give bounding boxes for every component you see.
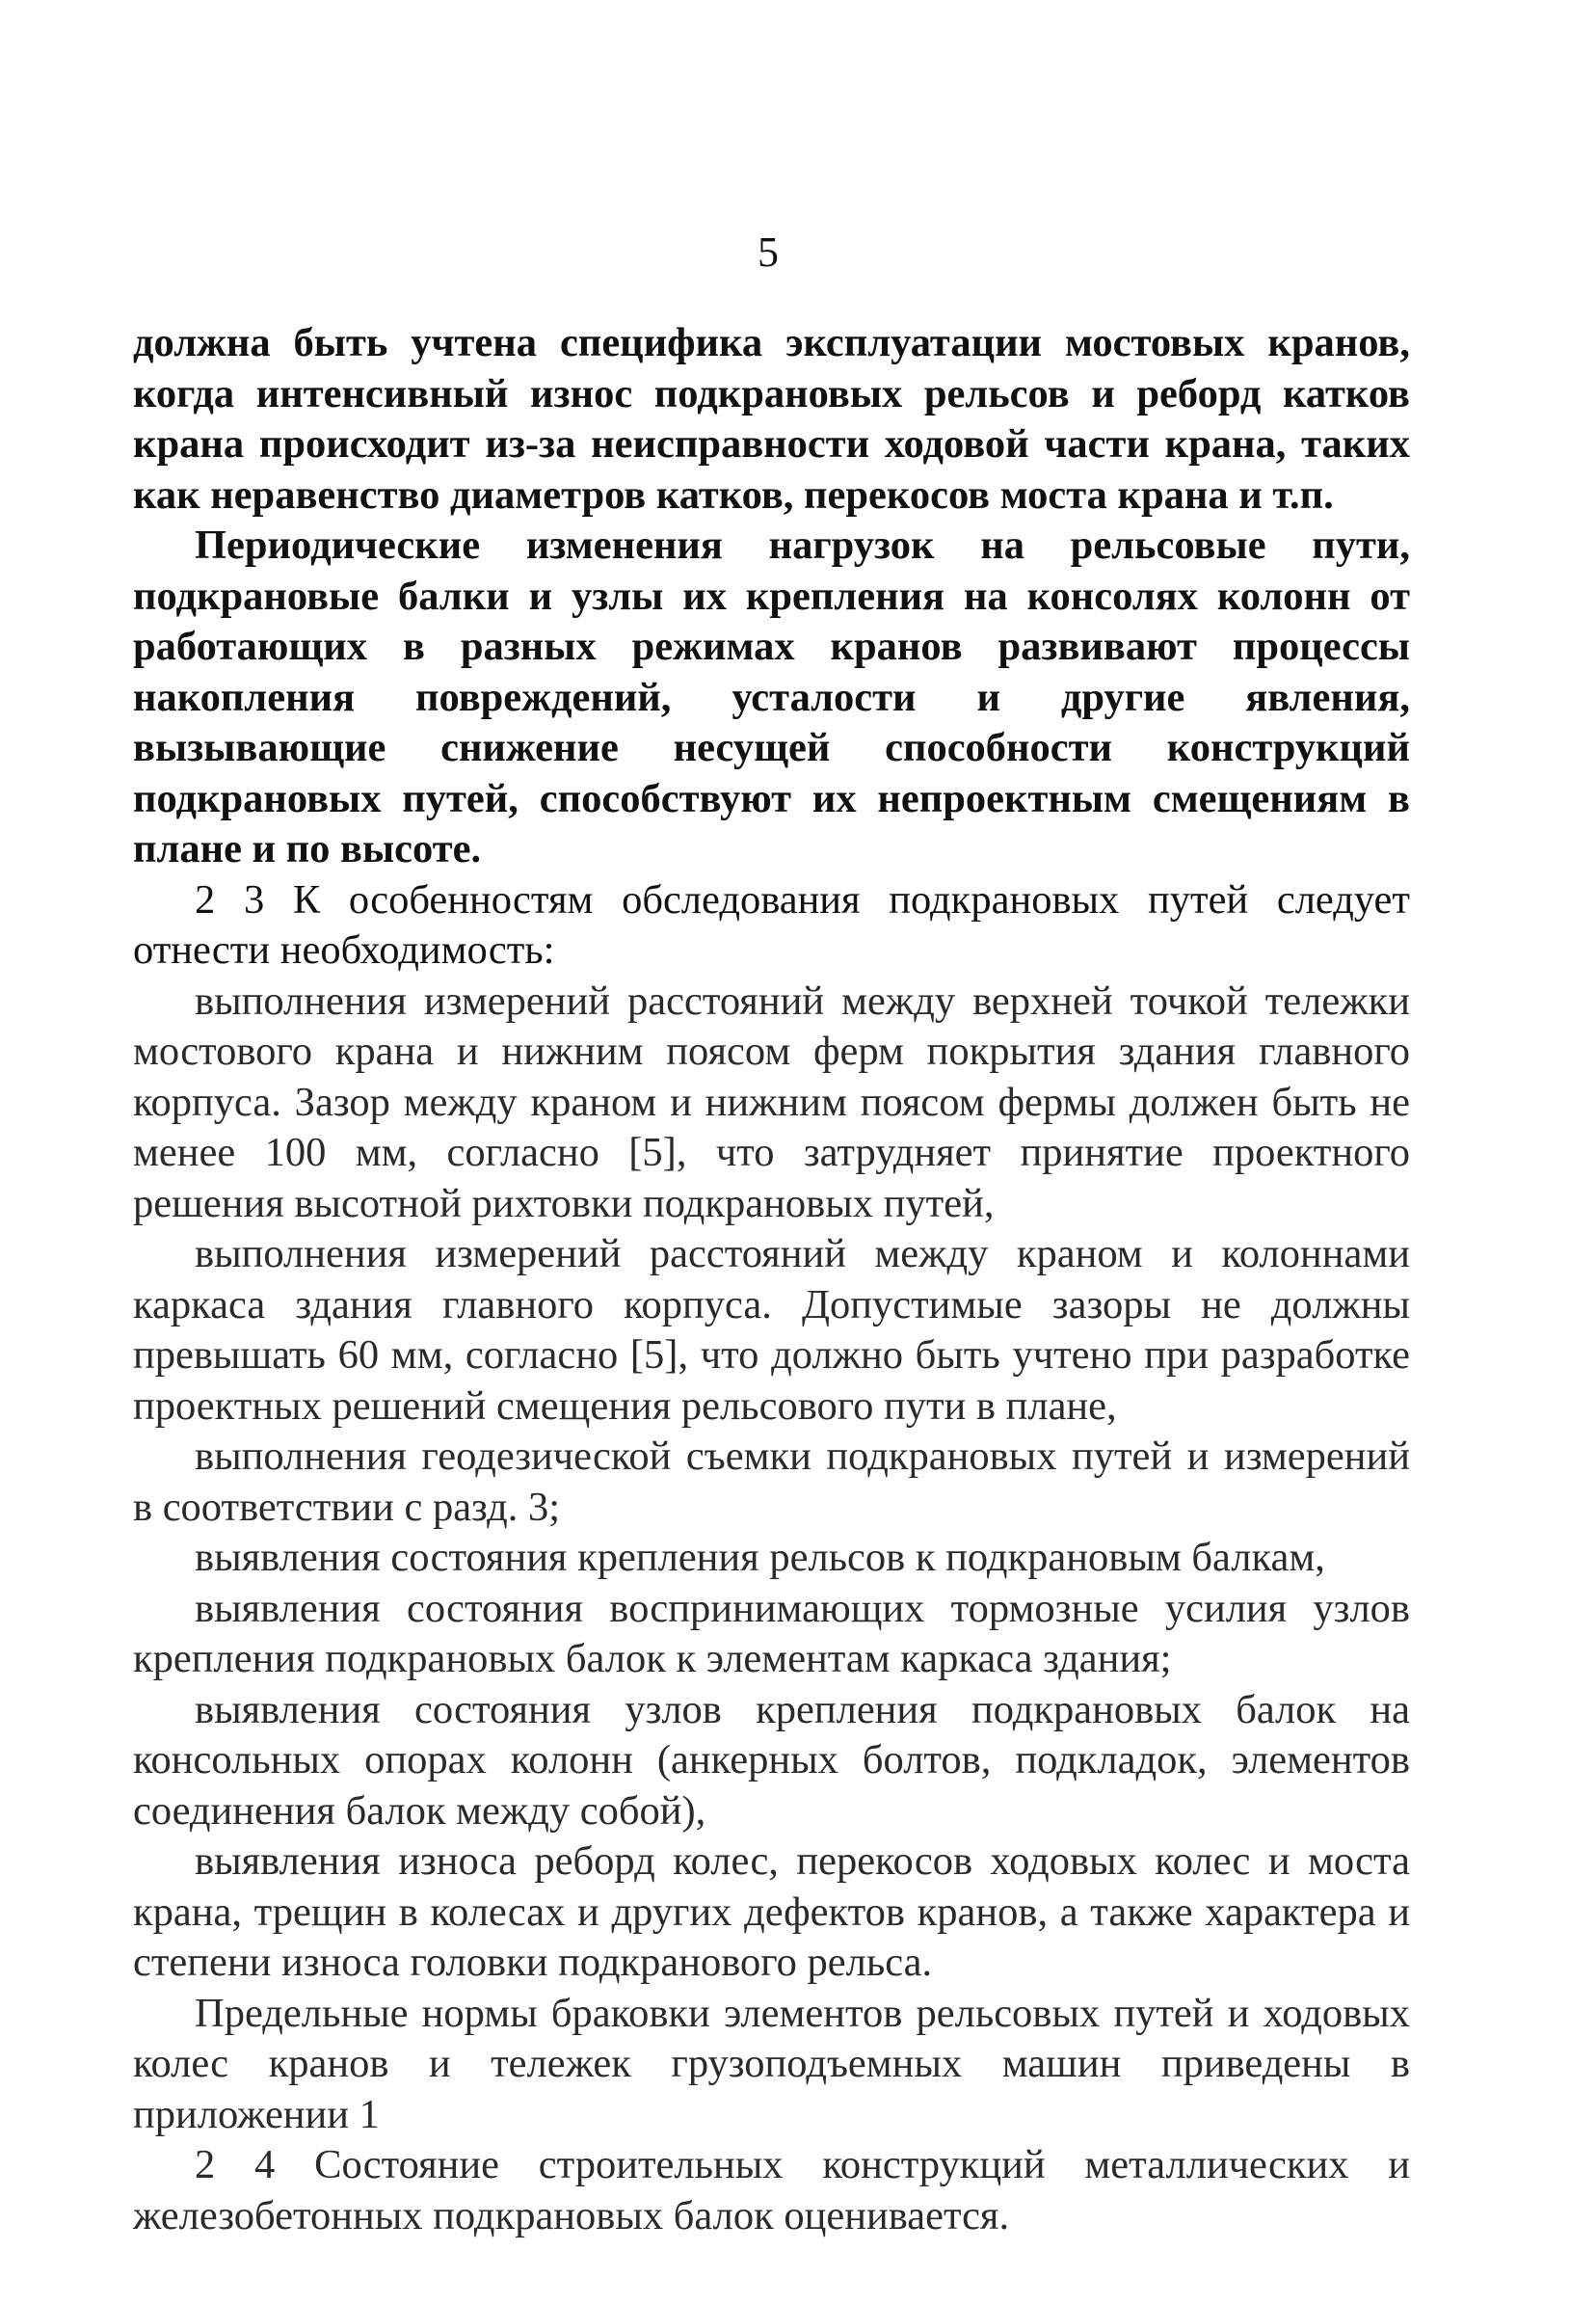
list-item-geodetic-survey: выполнения геодезической съемки подкрановых путей и измерений в соответствии с разд. 3; bbox=[133, 1434, 1410, 1530]
paragraph-rejection-norms: Предельные нормы браковки элементов рельсовых путей и ходовых колес кранов и тележек грузоподъемных машин приведены в приложении 1 bbox=[133, 1990, 1410, 2137]
paragraph-periodic-loads: Периодические изменения нагрузок на рельсовые пути, подкрановые балки и узлы их крепления на консолях колонн от работающих в разных режимах кранов развивают процессы накопления повреждений, усталости и другие явления, вызывающие снижение несущей способности конструкций подкрановых путей, способствуют их непроектным смещениям в плане и по высоте. bbox=[133, 523, 1410, 871]
list-item-console-nodes: выявления состояния узлов крепления подкрановых балок на консольных опорах колонн (анкерных болтов, подкладок, элементов соединения балок между собой), bbox=[133, 1686, 1410, 1834]
list-item-height-measurement: выполнения измерений расстояний между верхней точкой тележки мостового крана и нижним поясом ферм покрытия здания главного корпуса. Зазор между краном и нижним поясом фермы должен быть не менее 100 мм, согласно [5], что затрудняет принятие проектного решения высотной рихтовки подкрановых путей, bbox=[133, 978, 1410, 1226]
list-item-brake-nodes: выявления состояния воспринимающих тормозные усилия узлов крепления подкрановых балок к элементам каркаса здания; bbox=[133, 1585, 1410, 1681]
page-number: 5 bbox=[758, 228, 779, 276]
paragraph-section-2-4: 2 4 Состояние строительных конструкций металлических и железобетонных подкрановых балок оценивается. bbox=[133, 2142, 1410, 2238]
list-item-rail-fastening: выявления состояния крепления рельсов к подкрановым балкам, bbox=[195, 1535, 1325, 1580]
document-body bbox=[133, 318, 1410, 2241]
paragraph-section-2-3: 2 3 К особенностям обследования подкрановых путей следует отнести необходимость: bbox=[133, 876, 1410, 973]
list-item-wheel-wear: выявления износа реборд колес, перекосов ходовых колес и моста крана, трещин в колесах и других дефектов кранов, а также характера и степени износа головки подкранового рельса. bbox=[133, 1838, 1410, 1985]
list-item-column-clearance: выполнения измерений расстояний между краном и колоннами каркаса здания главного корпуса. Допустимые зазоры не должны превышать 60 мм, согласно [5], что должно быть учтено при разработке проектных решений смещения рельсового пути в плане, bbox=[133, 1231, 1410, 1429]
paragraph-crane-operation: должна быть учтена специфика эксплуатации мостовых кранов, когда интенсивный износ подкрановых рельсов и реборд катков крана происходит из-за неисправности ходовой части крана, таких как неравенство диаметров катков, перекосов моста крана и т.п. bbox=[133, 320, 1410, 518]
